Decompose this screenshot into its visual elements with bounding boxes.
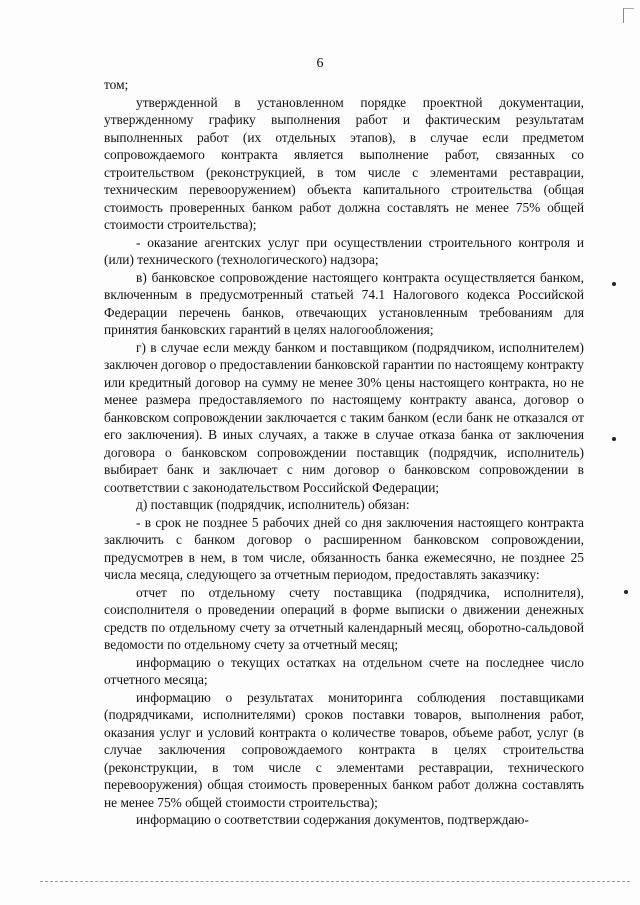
binding-hole-mark — [612, 282, 616, 286]
binding-hole-mark — [612, 437, 616, 441]
scan-corner-mark — [623, 8, 634, 23]
paragraph: г) в случае если между банком и поставщиком (подрядчиком, исполнителем) заключен договор о предоставлении банковской гарантии по настоящему контракту или кредитный договор на сумму не менее 30% цены настоящего контракта, но не менее размера предоставляемого по настоящему контракту аванса, договор о банковском сопровождении заключается с таким банком (если банк не отказался от его заключения). В иных случаях, а также в случае отказа банка от заключения договора о банковском сопровождении поставщик (подрядчик, исполнитель) выбирает банк и заключает с ним договор о банковском сопровождении в соответствии с законодательством Российской Федерации; — [104, 339, 584, 495]
body-text — [104, 76, 584, 829]
paragraph: утвержденной в установленном порядке проектной документации, утвержденному графику выполнения работ и фактическим результатам выполненных работ (их отдельных этапов), в случае если предметом сопровождаемого контракта является выполнение работ, связанных со строительством (реконструкцией, в том числе с элементами реставрации, техническим перевооружением) объекта капитального строительства (общая стоимость проверенных банком работ должна составлять не менее 75% общей стоимости строительства); — [104, 94, 584, 232]
page-number: 6 — [316, 56, 324, 71]
paragraph: том; — [104, 77, 129, 92]
paragraph: информацию о соответствии содержания документов, подтверждаю- — [136, 812, 529, 827]
binding-hole-mark — [624, 590, 628, 594]
scan-bottom-edge — [40, 881, 630, 882]
paragraph: информацию о результатах мониторинга соблюдения поставщиками (подрядчиками, исполнителями) сроков поставки товаров, выполнения работ, оказания услуг и условий контракта о количестве товаров, объеме работ, услуг (в случае заключения сопровождаемого контракта в целях строительства (реконструкции, в том числе с элементами реставрации, технического перевооружения) общая стоимость проверенных банком работ должна составлять не менее 75% общей стоимости строительства); — [104, 689, 584, 810]
paragraph: - в срок не позднее 5 рабочих дней со дня заключения настоящего контракта заключить с банком договор о расширенном банковском сопровождении, предусмотрев в нем, в том числе, обязанность банка ежемесячно, не позднее 25 числа месяца, следующего за отчетным периодом, предоставлять заказчику: — [104, 514, 584, 582]
paragraph: - оказание агентских услуг при осуществлении строительного контроля и (или) технического (технологического) надзора; — [104, 234, 584, 267]
paragraph: информацию о текущих остатках на отдельном счете на последнее число отчетного месяца; — [104, 654, 584, 687]
paragraph: отчет по отдельному счету поставщика (подрядчика, исполнителя), соисполнителя о проведении операций в форме выписки о движении денежных средств по отдельному счету за отчетный календарный месяц, оборотно-сальдовой ведомости по отдельному счету за отчетный месяц; — [104, 584, 584, 652]
paragraph: в) банковское сопровождение настоящего контракта осуществляется банком, включенным в предусмотренный статьей 74.1 Налогового кодекса Российской Федерации перечень банков, отвечающих установленным требованиям для принятия банковских гарантий в целях налогообложения; — [104, 269, 584, 337]
paragraph: д) поставщик (подрядчик, исполнитель) обязан: — [136, 497, 410, 512]
